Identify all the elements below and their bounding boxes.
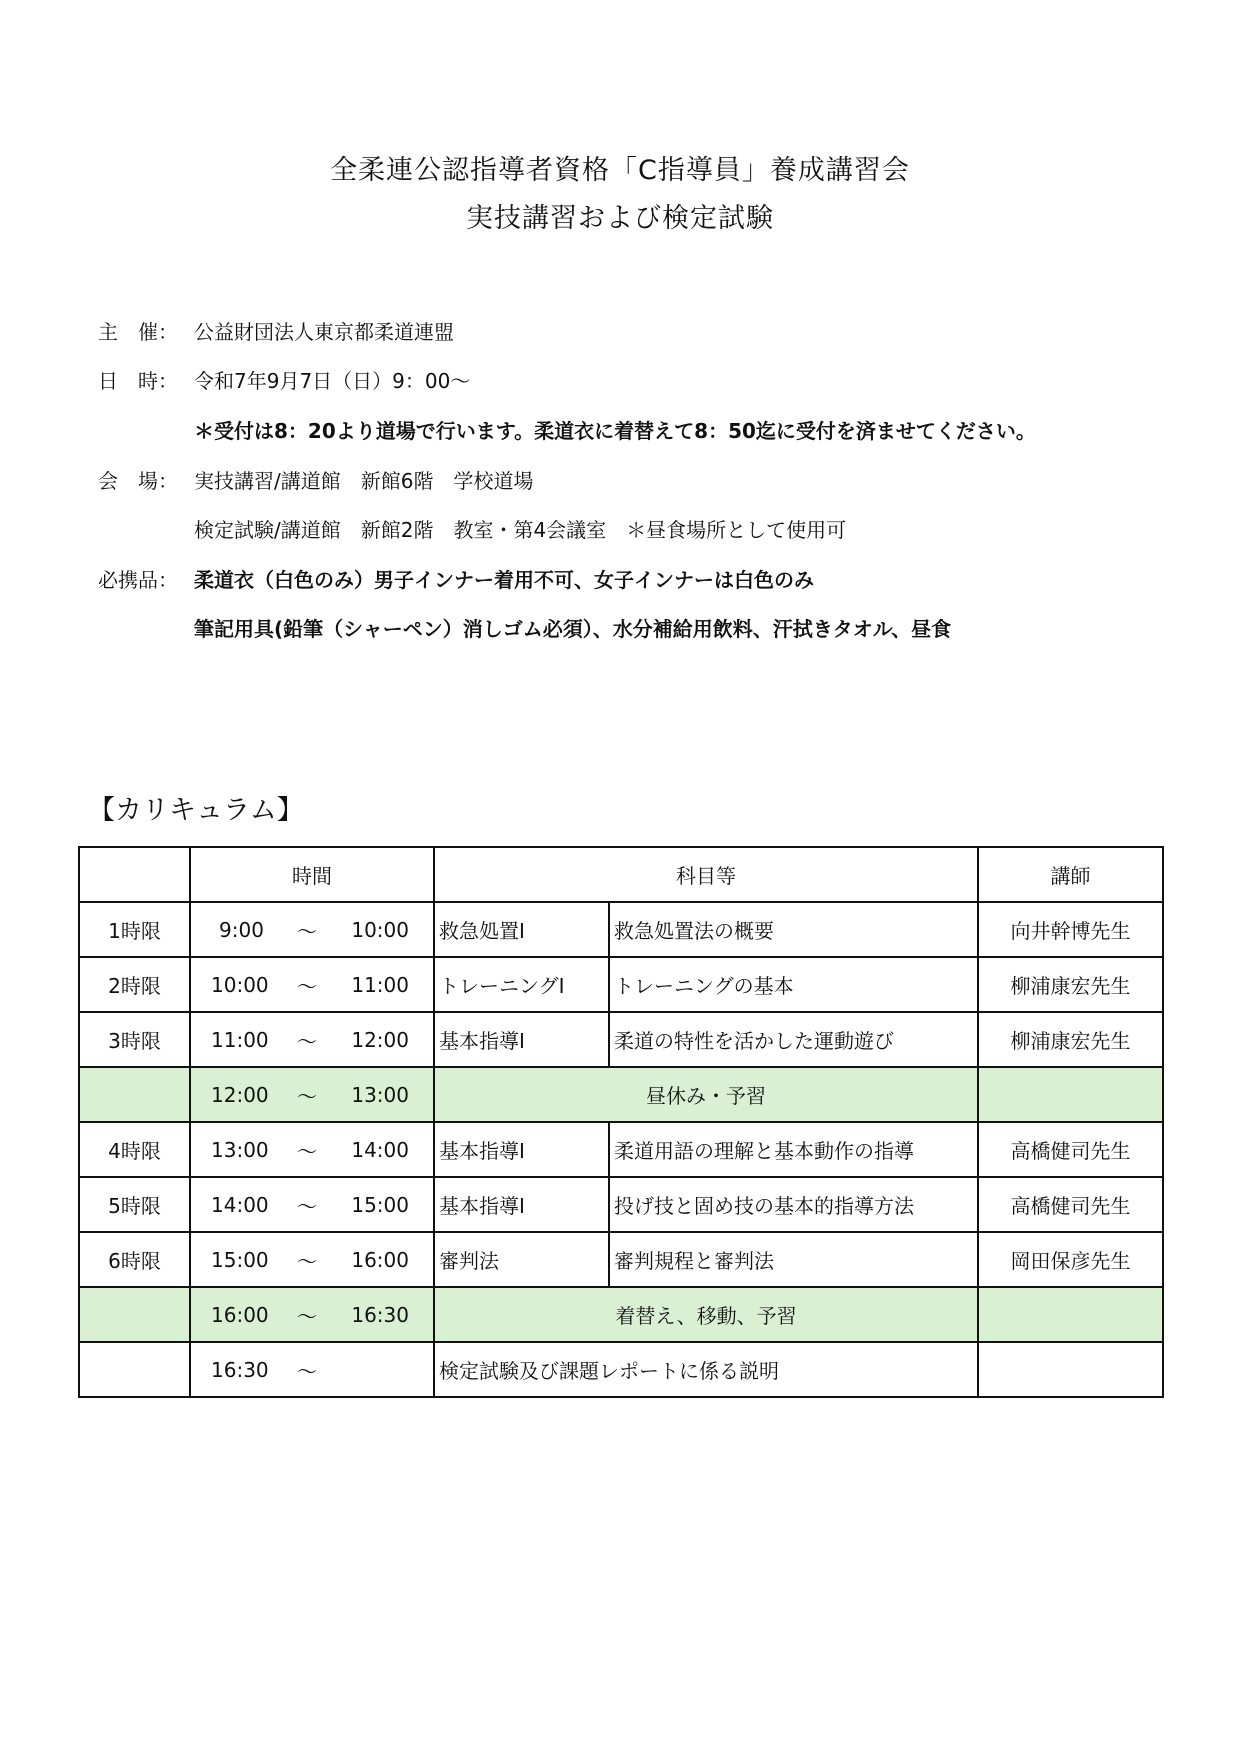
period-cell — [79, 1067, 190, 1122]
end-time: 13:00 — [351, 1082, 409, 1107]
end-time: 11:00 — [351, 972, 409, 997]
period-cell: 6時限 — [79, 1232, 190, 1287]
period-cell: 5時限 — [79, 1177, 190, 1232]
time-separator: ～ — [297, 1029, 317, 1053]
items-label: 必携品： — [98, 568, 178, 592]
venue-row — [98, 465, 534, 494]
time-cell — [190, 902, 434, 957]
period-cell: 1時限 — [79, 902, 190, 957]
end-time: 14:00 — [351, 1137, 409, 1162]
header-period — [79, 847, 190, 902]
start-time: 16:30 — [211, 1357, 269, 1382]
items-value-2: 筆記用具(鉛筆（シャーペン）消しゴム必須）、水分補給用飲料、汗拭きタオル、昼食 — [194, 617, 952, 641]
items-row — [98, 564, 814, 593]
header-subject: 科目等 — [434, 847, 978, 902]
time-cell — [190, 957, 434, 1012]
time-separator: ～ — [297, 1359, 317, 1383]
period-cell — [79, 1287, 190, 1342]
curriculum-heading: 【カリキュラム】 — [88, 795, 304, 826]
table-row — [79, 1012, 1163, 1067]
table-header-row — [79, 847, 1163, 902]
end-time: 16:00 — [351, 1247, 409, 1272]
time-cell — [190, 1012, 434, 1067]
end-time: 10:00 — [351, 917, 409, 942]
period-cell: 2時限 — [79, 957, 190, 1012]
instructor-cell: 岡田保彦先生 — [978, 1232, 1163, 1287]
time-cell — [190, 1177, 434, 1232]
time-separator: ～ — [297, 974, 317, 998]
time-separator: ～ — [297, 919, 317, 943]
time-cell — [190, 1232, 434, 1287]
start-time: 12:00 — [211, 1082, 269, 1107]
instructor-cell — [978, 1067, 1163, 1122]
venue-value-1: 実技講習/講道館 新館6階 学校道場 — [194, 469, 534, 493]
time-cell — [190, 1122, 434, 1177]
end-time: 12:00 — [351, 1027, 409, 1052]
content-cell: 救急処置法の概要 — [609, 902, 978, 957]
instructor-cell: 高橋健司先生 — [978, 1122, 1163, 1177]
document-subtitle: 実技講習および検定試験 — [466, 203, 774, 234]
time-separator: ～ — [297, 1084, 317, 1108]
datetime-label: 日 時： — [98, 369, 178, 393]
instructor-cell — [978, 1342, 1163, 1397]
start-time: 15:00 — [211, 1247, 269, 1272]
datetime-value: 令和7年9月7日（日）9：00～ — [194, 369, 471, 393]
table-row-break — [79, 1067, 1163, 1122]
start-time: 14:00 — [211, 1192, 269, 1217]
reception-note: ＊受付は8：20より道場で行います。柔道衣に着替えて8：50迄に受付を済ませてください。 — [194, 419, 1036, 443]
end-time: 16:30 — [351, 1302, 409, 1327]
items-value-1: 柔道衣（白色のみ）男子インナー着用不可、女子インナーは白色のみ — [194, 568, 814, 592]
start-time: 13:00 — [211, 1137, 269, 1162]
content-cell: 柔道の特性を活かした運動遊び — [609, 1012, 978, 1067]
time-separator: ～ — [297, 1139, 317, 1163]
content-cell: 柔道用語の理解と基本動作の指導 — [609, 1122, 978, 1177]
time-cell — [190, 1342, 434, 1397]
subject-cell: 審判法 — [434, 1232, 609, 1287]
instructor-cell: 柳浦康宏先生 — [978, 957, 1163, 1012]
content-cell: 審判規程と審判法 — [609, 1232, 978, 1287]
start-time: 10:00 — [211, 972, 269, 997]
instructor-cell: 柳浦康宏先生 — [978, 1012, 1163, 1067]
subject-cell: トレーニングⅠ — [434, 957, 609, 1012]
content-cell: トレーニングの基本 — [609, 957, 978, 1012]
table-row-break — [79, 1287, 1163, 1342]
table-row — [79, 1177, 1163, 1232]
period-cell: 4時限 — [79, 1122, 190, 1177]
header-time: 時間 — [190, 847, 434, 902]
subject-cell: 救急処置Ⅰ — [434, 902, 609, 957]
organizer-label: 主 催： — [98, 320, 178, 344]
time-separator: ～ — [297, 1304, 317, 1328]
instructor-cell: 高橋健司先生 — [978, 1177, 1163, 1232]
table-row — [79, 1122, 1163, 1177]
time-separator: ～ — [297, 1249, 317, 1273]
start-time: 16:00 — [211, 1302, 269, 1327]
curriculum-table — [78, 846, 1164, 1398]
datetime-row — [98, 365, 471, 394]
break-label: 着替え、移動、予習 — [434, 1287, 978, 1342]
organizer-row — [98, 316, 454, 345]
start-time: 11:00 — [211, 1027, 269, 1052]
table-row — [79, 1232, 1163, 1287]
instructor-cell: 向井幹博先生 — [978, 902, 1163, 957]
header-instructor: 講師 — [978, 847, 1163, 902]
note-label: 検定試験及び課題レポートに係る説明 — [434, 1342, 978, 1397]
time-separator: ～ — [297, 1194, 317, 1218]
content-cell: 投げ技と固め技の基本的指導方法 — [609, 1177, 978, 1232]
subject-cell: 基本指導Ⅰ — [434, 1177, 609, 1232]
end-time: 15:00 — [351, 1192, 409, 1217]
period-cell — [79, 1342, 190, 1397]
time-cell — [190, 1287, 434, 1342]
venue-label: 会 場： — [98, 469, 178, 493]
subject-cell: 基本指導Ⅰ — [434, 1012, 609, 1067]
table-row — [79, 1342, 1163, 1397]
table-row — [79, 957, 1163, 1012]
subject-cell: 基本指導Ⅰ — [434, 1122, 609, 1177]
curriculum-table-body — [79, 847, 1163, 1397]
organizer-value: 公益財団法人東京都柔道連盟 — [194, 320, 454, 344]
time-cell — [190, 1067, 434, 1122]
instructor-cell — [978, 1287, 1163, 1342]
break-label: 昼休み・予習 — [434, 1067, 978, 1122]
table-row — [79, 902, 1163, 957]
document-title: 全柔連公認指導者資格「C指導員」養成講習会 — [330, 155, 910, 186]
period-cell: 3時限 — [79, 1012, 190, 1067]
venue-value-2: 検定試験/講道館 新館2階 教室・第4会議室 ＊昼食場所として使用可 — [194, 518, 847, 542]
start-time: 9:00 — [219, 917, 264, 942]
